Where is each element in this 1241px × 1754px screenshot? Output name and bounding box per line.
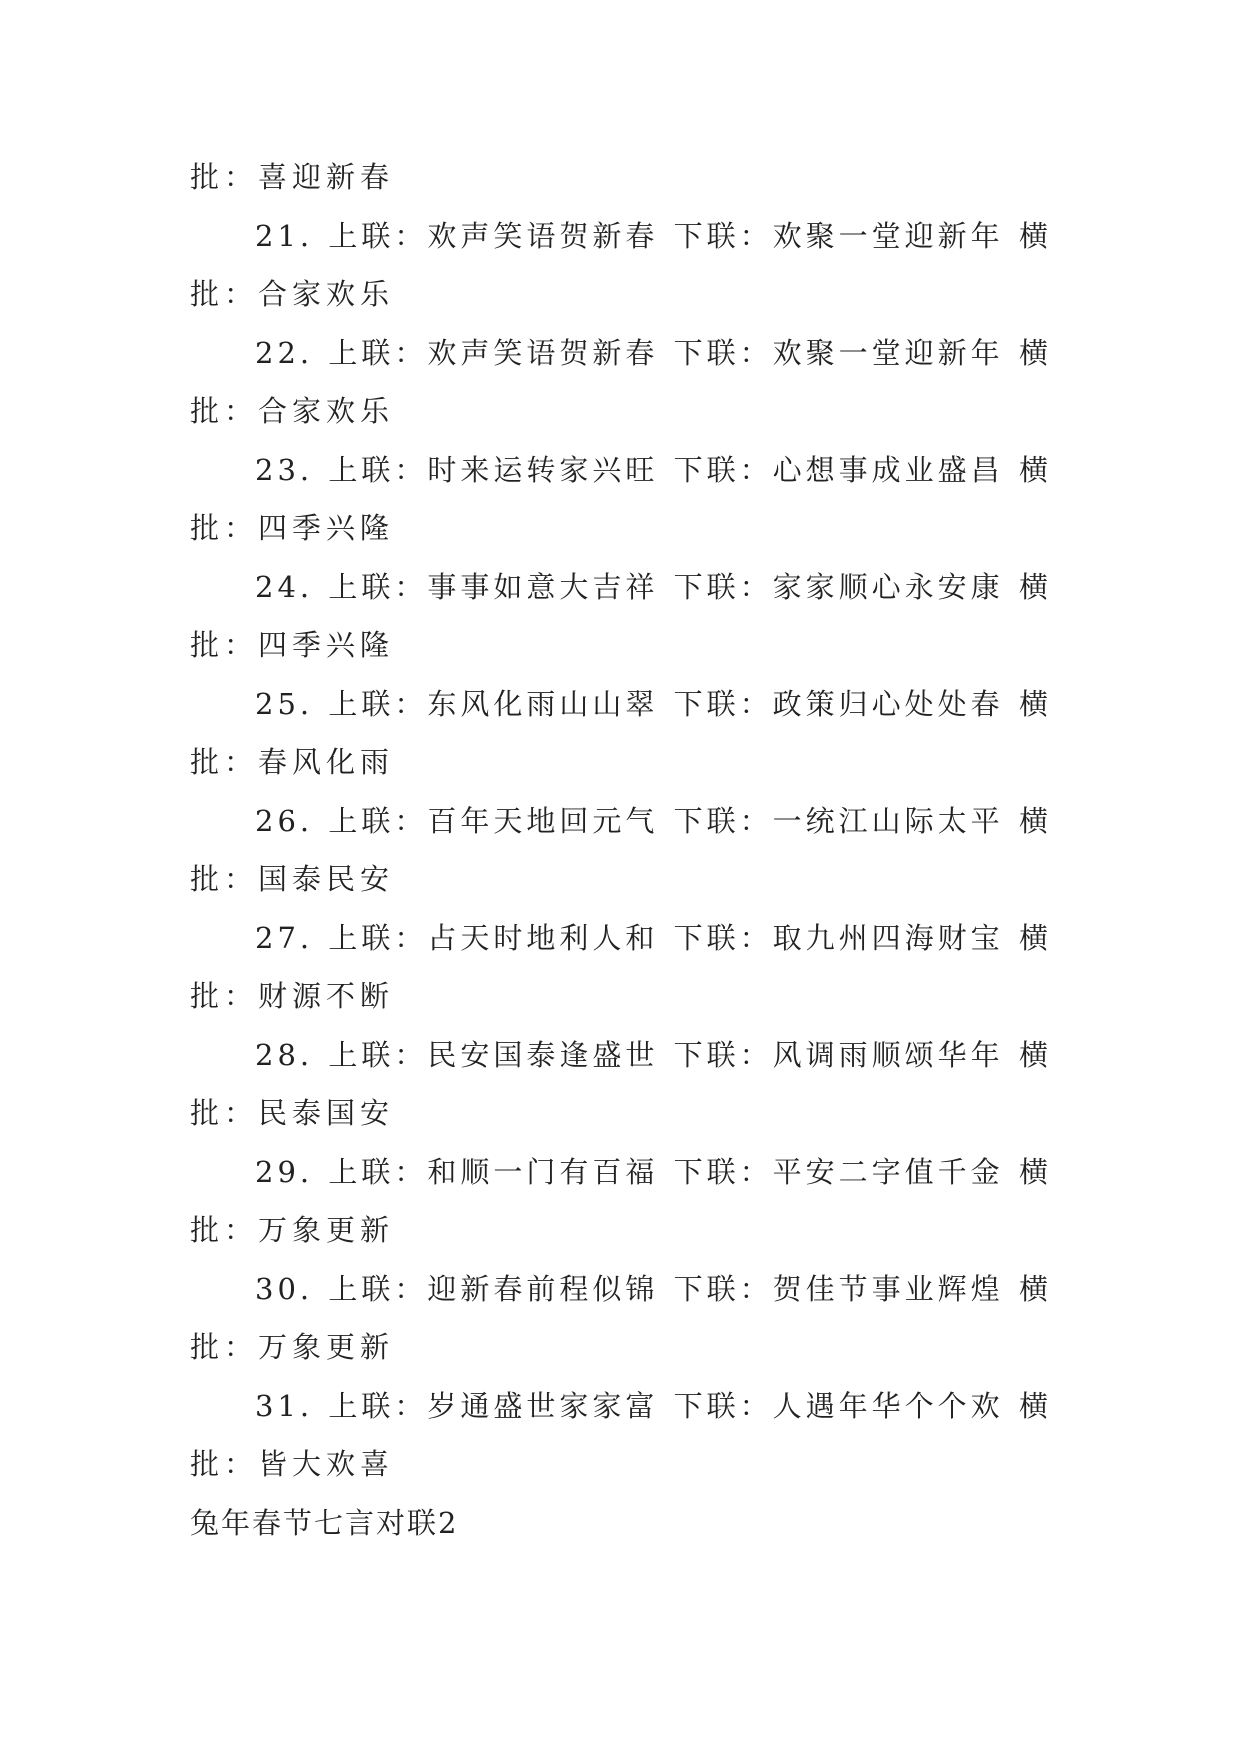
couplet-tail: 横 — [1018, 218, 1052, 253]
couplet-continuation-line: 批：四季兴隆 — [190, 628, 395, 662]
couplet-upper: 上联：时来运转家兴旺 — [328, 452, 659, 487]
couplet-entry-line — [190, 792, 1052, 851]
couplet-upper: 上联：东风化雨山山翠 — [328, 686, 659, 721]
couplet-lower: 下联：政策归心处处春 — [673, 686, 1004, 721]
couplet-tail: 横 — [1018, 1154, 1052, 1189]
couplet-upper: 上联：迎新春前程似锦 — [328, 1271, 659, 1306]
couplet-continuation-line: 批：国泰民安 — [190, 862, 395, 896]
couplet-upper: 上联：和顺一门有百福 — [328, 1154, 659, 1189]
couplet-num: 28. — [255, 1037, 314, 1072]
couplet-entry-line — [190, 909, 1052, 968]
couplet-continuation-line: 批：合家欢乐 — [190, 394, 395, 428]
document-body — [190, 148, 1052, 1552]
couplet-continuation-line: 批：万象更新 — [190, 1330, 395, 1364]
couplet-lower: 下联：欢聚一堂迎新年 — [673, 218, 1004, 253]
couplet-entry-line — [190, 441, 1052, 500]
couplet-num: 30. — [255, 1271, 314, 1306]
couplet-num: 23. — [255, 452, 314, 487]
couplet-continuation-line: 批：万象更新 — [190, 1213, 395, 1247]
couplet-lower: 下联：取九州四海财宝 — [673, 920, 1004, 955]
couplet-num: 25. — [255, 686, 314, 721]
couplet-upper: 上联：欢声笑语贺新春 — [328, 218, 659, 253]
couplet-continuation-line: 批：喜迎新春 — [190, 160, 395, 194]
couplet-lower: 下联：心想事成业盛昌 — [673, 452, 1004, 487]
couplet-entry-line — [190, 1143, 1052, 1202]
couplet-continuation-line: 批：四季兴隆 — [190, 511, 395, 545]
couplet-num: 26. — [255, 803, 314, 838]
couplet-tail: 横 — [1018, 1388, 1052, 1423]
section-heading: 兔年春节七言对联2 — [190, 1505, 459, 1540]
couplet-continuation-line: 批：财源不断 — [190, 979, 395, 1013]
couplet-tail: 横 — [1018, 569, 1052, 604]
couplet-entry-line — [190, 1026, 1052, 1085]
couplet-continuation-line: 批：民泰国安 — [190, 1096, 395, 1130]
couplet-tail: 横 — [1018, 1271, 1052, 1306]
couplet-num: 22. — [255, 335, 314, 370]
couplet-entry-line — [190, 207, 1052, 266]
couplet-tail: 横 — [1018, 920, 1052, 955]
couplet-num: 24. — [255, 569, 314, 604]
couplet-continuation-line: 批：皆大欢喜 — [190, 1447, 395, 1481]
couplet-upper: 上联：事事如意大吉祥 — [328, 569, 659, 604]
couplet-lower: 下联：家家顺心永安康 — [673, 569, 1004, 604]
couplet-lower: 下联：风调雨顺颂华年 — [673, 1037, 1004, 1072]
couplet-continuation-line: 批：春风化雨 — [190, 745, 395, 779]
couplet-num: 21. — [255, 218, 314, 253]
couplet-num: 27. — [255, 920, 314, 955]
couplet-entry-line — [190, 1377, 1052, 1436]
couplet-continuation-line: 批：合家欢乐 — [190, 277, 395, 311]
couplet-lower: 下联：人遇年华个个欢 — [673, 1388, 1004, 1423]
couplet-tail: 横 — [1018, 686, 1052, 721]
couplet-tail: 横 — [1018, 452, 1052, 487]
couplet-lower: 下联：一统江山际太平 — [673, 803, 1004, 838]
couplet-entry-line — [190, 1260, 1052, 1319]
couplet-tail: 横 — [1018, 335, 1052, 370]
couplet-upper: 上联：占天时地利人和 — [328, 920, 659, 955]
couplet-entry-line — [190, 558, 1052, 617]
couplet-upper: 上联：百年天地回元气 — [328, 803, 659, 838]
couplet-num: 31. — [255, 1388, 314, 1423]
couplet-tail: 横 — [1018, 803, 1052, 838]
couplet-lower: 下联：欢聚一堂迎新年 — [673, 335, 1004, 370]
couplet-lower: 下联：贺佳节事业辉煌 — [673, 1271, 1004, 1306]
couplet-upper: 上联：欢声笑语贺新春 — [328, 335, 659, 370]
couplet-entry-line — [190, 675, 1052, 734]
couplet-num: 29. — [255, 1154, 314, 1189]
couplet-upper: 上联：岁通盛世家家富 — [328, 1388, 659, 1423]
couplet-entry-line — [190, 324, 1052, 383]
couplet-lower: 下联：平安二字值千金 — [673, 1154, 1004, 1189]
couplet-upper: 上联：民安国泰逢盛世 — [328, 1037, 659, 1072]
couplet-tail: 横 — [1018, 1037, 1052, 1072]
